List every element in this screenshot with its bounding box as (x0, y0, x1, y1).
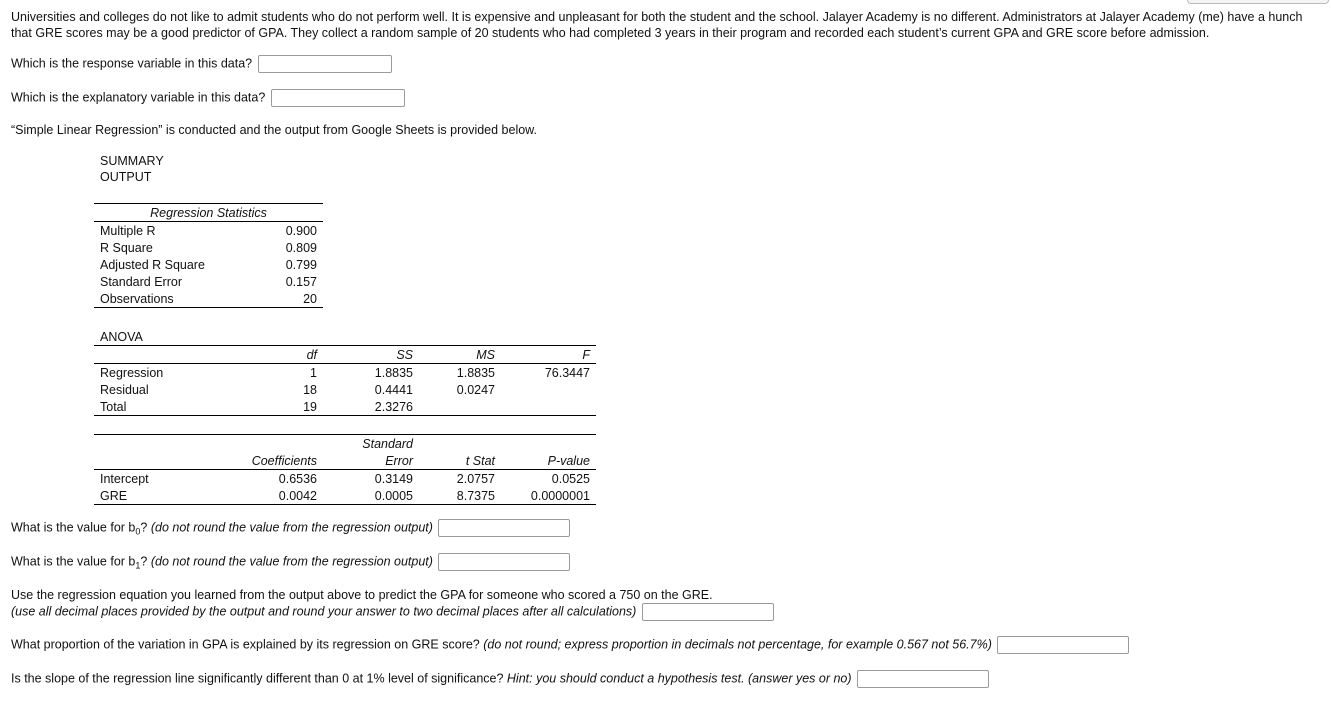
regression-statistics-table (94, 203, 323, 308)
table-row: R Square 0.809 (100, 240, 317, 255)
explanatory-variable-input[interactable] (271, 89, 405, 107)
anova-table (94, 328, 596, 416)
table-row: Standard Error 0.157 (100, 274, 317, 289)
problem-intro: Universities and colleges do not like to admit students who do not perform well. It is expensive and unpleasant for both the student and the school. Jalayer Academy is no different. Administrators at Jalayer Academy (me) have a hunch that GRE scores may be a good predictor of GPA. They collect a random sample of 20 students who had completed 3 years in their program and recorded each student’s current GPA and GRE score before admission. (11, 10, 1303, 40)
table-row: Regression 1 1.8835 1.8835 76.3447 (100, 365, 590, 380)
regression-note: “Simple Linear Regression” is conducted and the output from Google Sheets is provided below. (11, 123, 537, 137)
coefficients-header-row-1: Standard (94, 435, 596, 453)
table-row: GRE 0.0042 0.0005 8.7375 0.0000001 (94, 487, 596, 505)
question-text: Which is the explanatory variable in this data? (11, 90, 266, 105)
question-b1: What is the value for $b_1$? (do not round the value from the regression output) (11, 553, 570, 571)
coefficients-table (94, 434, 596, 505)
slope-significance-input[interactable] (857, 670, 989, 688)
question-predict-gpa: Use the regression equation you learned from the output above to predict the GPA for someone who scored a 750 on the GRE. (use all decimal places provided by the output and round your answer to two decimal places after all calculations) (11, 587, 774, 621)
question-explanatory-variable (11, 89, 405, 107)
predicted-gpa-input[interactable] (642, 603, 774, 621)
question-r-squared: What proportion of the variation in GPA is explained by its regression on GRE score? (do not round; express proportion in decimals not percentage, for example 0.567 not 56.7%) (11, 636, 1129, 654)
regression-statistics-title: Regression Statistics (94, 204, 323, 222)
table-row: Total 19 2.3276 (94, 398, 596, 416)
table-row: Adjusted R Square 0.799 (100, 257, 317, 272)
question-response-variable (11, 55, 392, 73)
question-text: Which is the response variable in this data? (11, 56, 253, 71)
b0-input[interactable] (438, 519, 570, 537)
table-row: Residual 18 0.4441 0.0247 (100, 382, 495, 397)
question-slope-significance: Is the slope of the regression line significantly different than 0 at 1% level of significance? Hint: you should conduct a hypothesis test. (answer yes or no) (11, 670, 989, 688)
table-row: Observations 20 (94, 290, 323, 308)
summary-output-title: SUMMARY OUTPUT (100, 154, 164, 184)
coefficients-header-row-2: Coefficients Error t Stat P-value (94, 452, 596, 470)
anova-header-row: df SS MS F (94, 346, 596, 364)
question-b0: What is the value for $b_0$? (do not round the value from the regression output) (11, 519, 570, 537)
table-row: Intercept 0.6536 0.3149 2.0757 0.0525 (100, 471, 590, 486)
r-squared-input[interactable] (997, 636, 1129, 654)
b1-input[interactable] (438, 553, 570, 571)
top-edge-tab (1187, 0, 1329, 4)
table-row: Multiple R 0.900 (100, 223, 317, 238)
response-variable-input[interactable] (258, 55, 392, 73)
anova-title: ANOVA (94, 328, 259, 346)
